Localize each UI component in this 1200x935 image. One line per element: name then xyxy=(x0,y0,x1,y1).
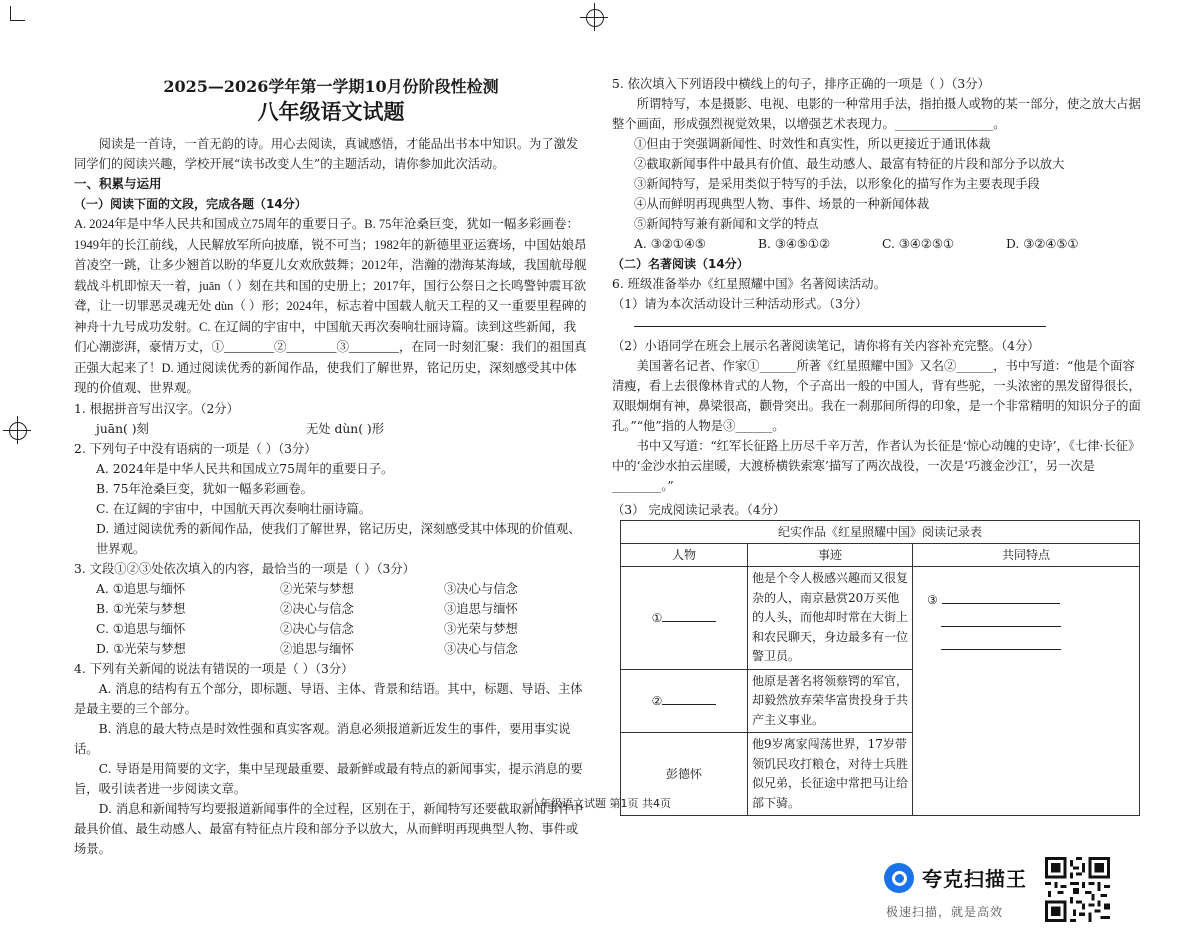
question-2: 2. 下列句子中没有语病的一项是（ ）（3分） xyxy=(74,441,317,456)
sentence-3: ③新闻特写，是采用类似于特写的手法，以形象化的描写作为主要表现手段 xyxy=(634,177,1040,191)
table-cell-deeds: 他原是著名将领蔡锷的军官，却毅然放弃荣华富贵投身于共产主义事业。 xyxy=(748,669,913,733)
pinyin-blank-dun[interactable]: 无处 dùn( )形 xyxy=(306,421,385,436)
option-2a: A. 2024年是中华人民共和国成立75周年的重要日子。 xyxy=(96,461,394,476)
blank-line[interactable] xyxy=(662,607,716,622)
left-column xyxy=(74,74,588,859)
question-6-3: （3） 完成阅读记录表。（4分） xyxy=(612,503,786,517)
option-4b: B. 消息的最大特点是时效性强和真实客观。消息必须报道新近发生的事件，要用事实说话。 xyxy=(74,721,571,756)
subsection-heading-2: （二）名著阅读（14分） xyxy=(612,257,749,271)
table-header-deeds: 事迹 xyxy=(748,544,913,567)
intro-paragraph: 阅读是一首诗，一首无韵的诗。用心去阅读，真诚感悟，才能品出书本中知识。为了激发同学们的阅读兴趣，学校开展“读书改变人生”的主题活动，请你参加此次活动。 xyxy=(74,137,579,171)
sentence-4: ④从而鲜明再现典型人物、事件、场景的一种新闻体裁 xyxy=(634,197,930,211)
question-6-2: （2）小语同学在班会上展示名著阅读笔记，请你将有关内容补充完整。（4分） xyxy=(612,339,1040,353)
app-logo-icon xyxy=(884,863,914,893)
table-cell-person[interactable] xyxy=(621,669,748,733)
page-footer: 八年级语文试题 第1页 共4页 xyxy=(529,797,671,810)
table-title: 纪实作品《红星照耀中国》阅读记录表 xyxy=(621,521,1140,544)
question-6-1: （1）请为本次活动设计三种活动形式。（3分） xyxy=(612,297,868,311)
question-1: 1. 根据拼音写出汉字。（2分） xyxy=(74,401,239,416)
option-3b-2: ②决心与信念 xyxy=(280,601,354,616)
option-3c xyxy=(74,619,588,639)
brand-tagline: 极速扫描，就是高效 xyxy=(886,905,1004,919)
brand-name: 夸克扫描王 xyxy=(922,867,1027,891)
option-3b-1: B. ①光荣与梦想 xyxy=(96,601,186,616)
option-5d: D. ③②④⑤① xyxy=(1006,237,1079,251)
question-5-options xyxy=(612,234,1142,254)
option-3a-3: ③决心与信念 xyxy=(444,581,518,596)
table-cell-common[interactable] xyxy=(913,567,1140,816)
person-label: ① xyxy=(651,611,663,626)
sentence-1: ①但由于突强调新闻性、时效性和真实性，所以更接近于通讯体裁 xyxy=(634,137,991,151)
section-heading: 一、积累与运用 xyxy=(74,176,162,191)
pinyin-blank-juan[interactable]: juān( )刻 xyxy=(96,421,149,436)
option-3c-2: ②决心与信念 xyxy=(280,621,354,636)
crosshair-mark-top xyxy=(586,9,604,27)
table-cell-deeds: 他9岁离家闯荡世界，17岁带领饥民攻打粮仓，对待士兵胜似兄弟，长征途中常把马让给部下骑。 xyxy=(748,733,913,816)
exam-subtitle: 八年级语文试题 xyxy=(257,99,405,124)
option-3a-2: ②光荣与梦想 xyxy=(280,581,354,596)
option-3b xyxy=(74,599,588,619)
option-5a: A. ③②①④⑤ xyxy=(634,237,706,251)
person-label: ② xyxy=(651,694,663,709)
subsection-heading: （一）阅读下面的文段，完成各题（14分） xyxy=(74,197,307,211)
qr-code-icon xyxy=(1045,857,1110,922)
option-2c: C. 在辽阔的宇宙中，中国航天再次奏响壮丽诗篇。 xyxy=(96,501,372,516)
table-cell-person: 彭德怀 xyxy=(621,733,748,816)
reading-passage: A. 2024年是中华人民共和国成立75周年的重要日子。B. 75年沧桑巨变，犹如一幅多彩画卷：1949年的长江前线，人民解放军所向披靡，锐不可当；1982年的新德里亚运赛场，中国姑娘昂首凌空一跳，让多少翘首以盼的华夏儿女欢欣鼓舞；2012年，浩瀚的渤海某海域，我国航母舰载战斗机即惊天一着，juān（ ）刻在共和国的史册上；2017年，国行公祭日之长鸣警钟震耳欲聋，让一切罪恶灵魂无处 dùn（ ）形；2024年，标志着中国载人航天工程的又一重要里程碑的神舟十九号成功发射。C. 在辽阔的宇宙中，中国航天再次奏响壮丽诗篇。读到这些新闻，我们心潮澎湃，豪情万丈，①________②________③________，在同一时刻汇聚：我们的祖国真正强大起来了！D. 通过阅读优秀的新闻作品，使我们了解世界，铭记历史，深刻感受其中体现的价值观、世界观。 xyxy=(74,217,587,395)
question-1-blanks xyxy=(74,419,588,439)
sentence-2: ②截取新闻事件中最具有价值、最生动感人、最富有特征的片段和部分予以放大 xyxy=(634,157,1065,171)
common-label: ③ xyxy=(927,593,938,607)
question-4: 4. 下列有关新闻的说法有错误的一项是（ ）（3分） xyxy=(74,661,354,676)
reading-note-1: 美国著名记者、作家①______所著《红星照耀中国》又名②______，书中写道：“他是个面容清瘦，看上去很像林肯式的人物，个子高出一般的中国人，背有些驼，一头浓密的黑发留得很长，双眼炯炯有神，鼻梁很高，颧骨突出。我在一刹那间所得的印象，是一个非常精明的知识分子的面孔。”“他”指的人物是③______。 xyxy=(612,359,1141,433)
question-5: 5. 依次填入下列语段中横线上的句子，排序正确的一项是（ ）（3分） xyxy=(612,77,990,91)
reading-record-table xyxy=(620,520,1140,816)
option-3a xyxy=(74,579,588,599)
blank-line[interactable] xyxy=(941,612,1061,627)
answer-line[interactable] xyxy=(634,326,1046,327)
option-5b: B. ③④⑤①② xyxy=(758,237,830,251)
option-3a-1: A. ①追思与缅怀 xyxy=(96,581,186,596)
option-4a: A. 消息的结构有五个部分，即标题、导语、主体、背景和结语。其中，标题、导语、主体是最主要的三个部分。 xyxy=(74,681,583,716)
option-2b: B. 75年沧桑巨变，犹如一幅多彩画卷。 xyxy=(96,481,313,496)
option-3d xyxy=(74,639,588,659)
blank-line[interactable] xyxy=(942,589,1060,604)
option-5c: C. ③④②⑤① xyxy=(882,237,954,251)
blank-line[interactable] xyxy=(941,635,1061,650)
option-4d: D. 消息和新闻特写均要报道新闻事件的全过程，区别在于，新闻特写还要截取新闻事件中最具价值、最生动感人、最富有特征点片段和部分予以放大，从而鲜明再现典型人物、事件或场景。 xyxy=(74,801,584,856)
option-3c-3: ③光荣与梦想 xyxy=(444,621,518,636)
blank-line[interactable] xyxy=(662,690,716,705)
crosshair-line-left-v xyxy=(17,416,18,444)
sentence-5: ⑤新闻特写兼有新闻和文学的特点 xyxy=(634,217,819,231)
question-6: 6. 班级准备举办《红星照耀中国》名著阅读活动。 xyxy=(612,277,886,291)
option-3c-1: C. ①追思与缅怀 xyxy=(96,621,186,636)
option-4c: C. 导语是用简要的文字，集中呈现最重要、最新鲜或最有特点的新闻事实，提示消息的要旨，吸引读者进一步阅读文章。 xyxy=(74,761,583,796)
reading-note-2: 书中又写道：“红军长征路上历尽千辛万苦，作者认为长征是‘惊心动魄的史诗’，《七律·长征》中的‘金沙水拍云崖暖，大渡桥横铁索寒’描写了两次战役，一次是‘巧渡金沙江’，另一次是________。” xyxy=(612,439,1141,493)
question-3: 3. 文段①②③处依次填入的内容，最恰当的一项是（ ）（3分） xyxy=(74,561,415,576)
crosshair-mark-left xyxy=(9,422,27,440)
corner-mark xyxy=(10,6,25,21)
answer-line-row xyxy=(612,314,1142,336)
question-5-text: 所谓特写，本是摄影、电视、电影的一种常用手法，指拍摄人或物的某一部分，使之放大占据整个画面，形成强烈视觉效果，以增强艺术表现力。________________。 xyxy=(612,97,1141,131)
exam-title: 2025—2026学年第一学期10月份阶段性检测 xyxy=(163,77,499,96)
table-header-person: 人物 xyxy=(621,544,748,567)
table-cell-deeds: 他是个令人极感兴趣而又很复杂的人，南京悬赏20万买他的人头，而他却时常在大街上和农民聊天，身边最多有一位警卫员。 xyxy=(748,567,913,670)
right-column xyxy=(612,74,1142,816)
option-3b-3: ③追思与缅怀 xyxy=(444,601,518,616)
table-row xyxy=(621,567,1140,670)
option-3d-2: ②追思与缅怀 xyxy=(280,641,354,656)
option-3d-1: D. ①光荣与梦想 xyxy=(96,641,186,656)
table-cell-person[interactable] xyxy=(621,567,748,670)
table-header-common: 共同特点 xyxy=(913,544,1140,567)
crosshair-line-top-v xyxy=(594,3,595,31)
option-2d: D. 通过阅读优秀的新闻作品，使我们了解世界，铭记历史，深刻感受其中体现的价值观、世界观。 xyxy=(96,521,581,556)
option-3d-3: ③决心与信念 xyxy=(444,641,518,656)
